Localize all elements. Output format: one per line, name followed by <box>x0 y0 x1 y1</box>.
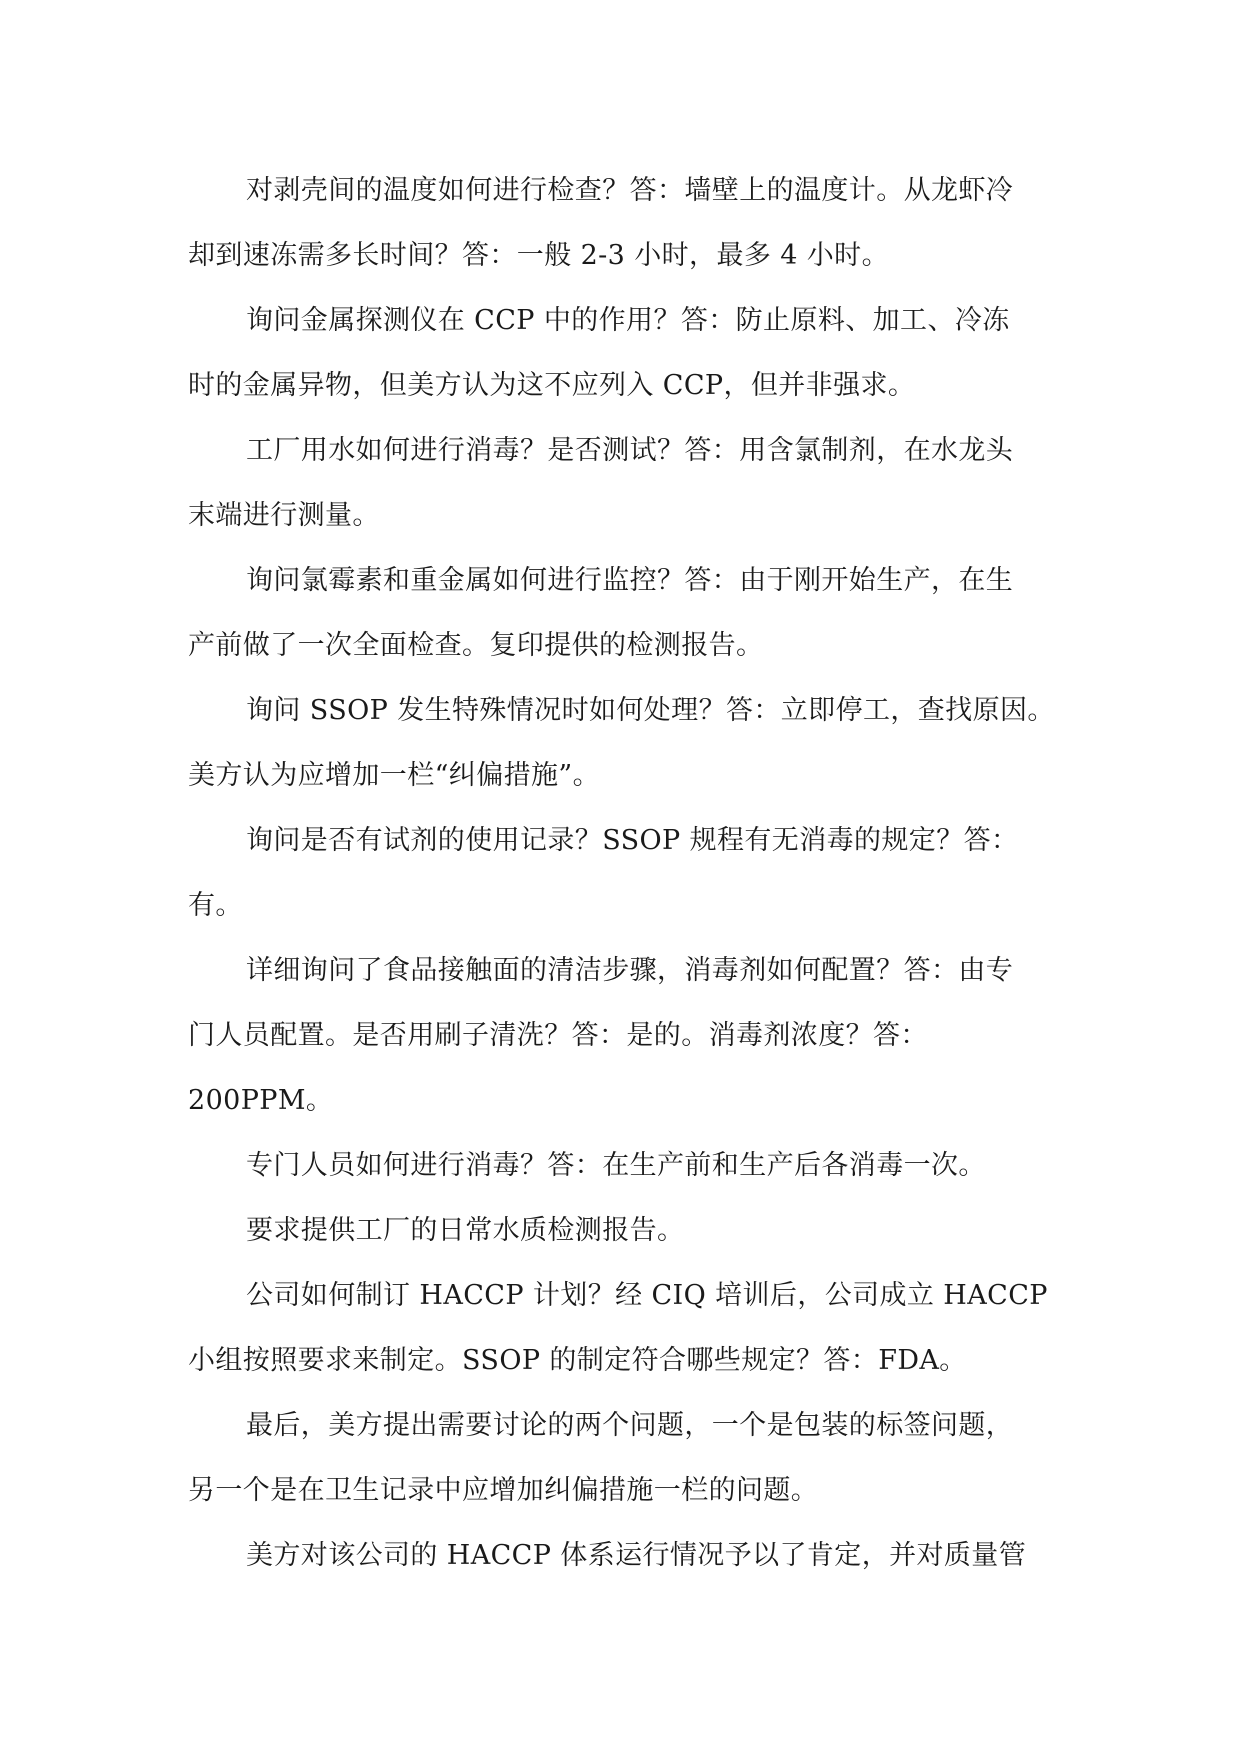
text-line: 对剥壳间的温度如何进行检查？答：墙壁上的温度计。从龙虾冷 <box>246 175 1014 206</box>
text-line: 询问 SSOP 发生特殊情况时如何处理？答：立即停工，查找原因。 <box>246 695 1055 726</box>
text-line: 200PPM。 <box>188 1085 334 1116</box>
paragraph <box>188 1523 1054 1588</box>
paragraph <box>188 418 1054 548</box>
text-line: 专门人员如何进行消毒？答：在生产前和生产后各消毒一次。 <box>246 1150 986 1181</box>
text-line: 产前做了一次全面检查。复印提供的检测报告。 <box>188 630 764 661</box>
paragraph <box>188 678 1054 808</box>
text-line: 美方认为应增加一栏“纠偏措施”。 <box>188 760 601 791</box>
paragraph <box>188 548 1054 678</box>
text-line: 询问氯霉素和重金属如何进行监控？答：由于刚开始生产，在生 <box>246 565 1014 596</box>
text-line: 却到速冻需多长时间？答：一般 2-3 小时，最多 4 小时。 <box>188 240 889 271</box>
text-line: 美方对该公司的 HACCP 体系运行情况予以了肯定，并对质量管 <box>246 1540 1027 1571</box>
text-line: 详细询问了食品接触面的清洁步骤，消毒剂如何配置？答：由专 <box>246 955 1014 986</box>
text-line: 时的金属异物，但美方认为这不应列入 CCP，但并非强求。 <box>188 370 916 401</box>
paragraph <box>188 1393 1054 1523</box>
text-line: 公司如何制订 HACCP 计划？经 CIQ 培训后，公司成立 HACCP <box>246 1280 1048 1311</box>
text-line: 另一个是在卫生记录中应增加纠偏措施一栏的问题。 <box>188 1475 819 1506</box>
text-line: 询问金属探测仪在 CCP 中的作用？答：防止原料、加工、冷冻 <box>246 305 1010 336</box>
paragraph <box>188 808 1054 938</box>
text-line: 有。 <box>188 890 243 921</box>
text-line: 小组按照要求来制定。SSOP 的制定符合哪些规定？答：FDA。 <box>188 1345 967 1376</box>
text-line: 门人员配置。是否用刷子清洗？答：是的。消毒剂浓度？答： <box>188 1020 928 1051</box>
paragraph <box>188 1198 1054 1263</box>
paragraph <box>188 158 1054 288</box>
paragraph <box>188 938 1054 1133</box>
paragraph <box>188 1133 1054 1198</box>
text-line: 要求提供工厂的日常水质检测报告。 <box>246 1215 685 1246</box>
text-line: 最后，美方提出需要讨论的两个问题，一个是包装的标签问题， <box>246 1410 1014 1441</box>
paragraph <box>188 1263 1054 1393</box>
body-text <box>188 158 1054 1588</box>
text-line: 末端进行测量。 <box>188 500 380 531</box>
text-line: 工厂用水如何进行消毒？是否测试？答：用含氯制剂，在水龙头 <box>246 435 1014 466</box>
text-line: 询问是否有试剂的使用记录？SSOP 规程有无消毒的规定？答： <box>246 825 1019 856</box>
paragraph <box>188 288 1054 418</box>
